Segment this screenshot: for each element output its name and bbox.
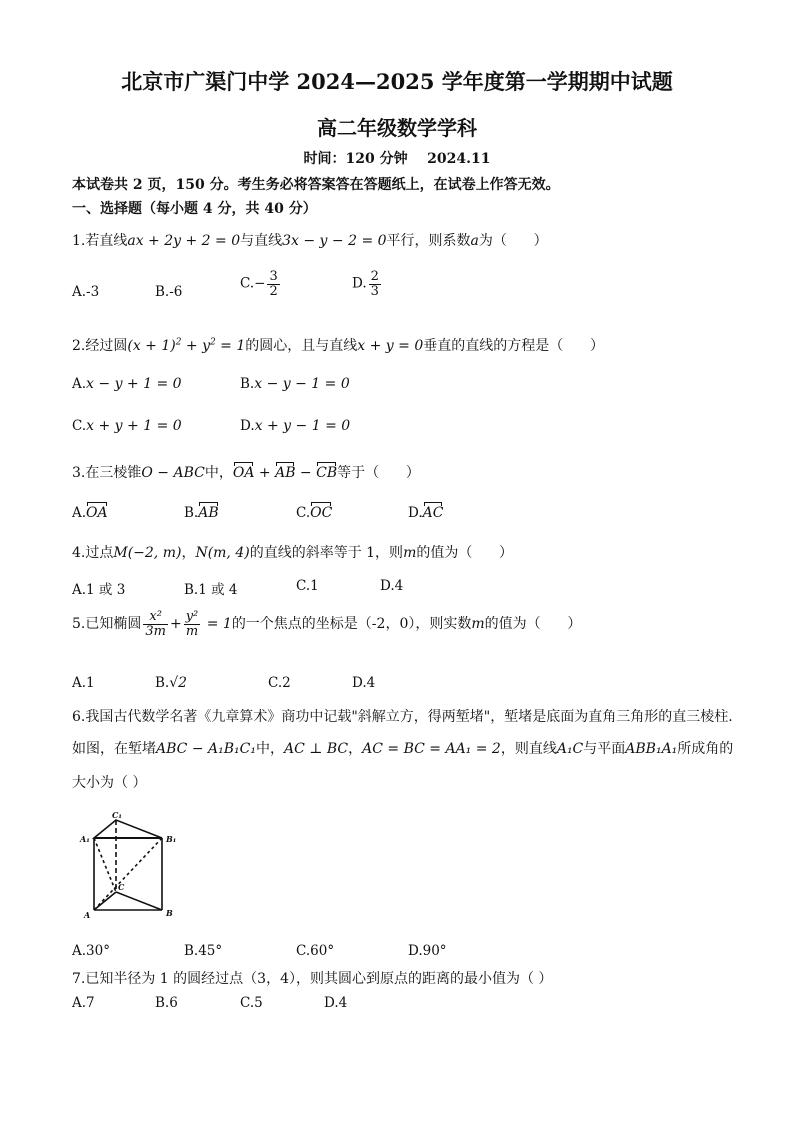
q2-option-c <box>72 418 182 434</box>
q6-expr: AC ⊥ BC <box>283 741 349 757</box>
option-vector: AB <box>198 505 219 521</box>
q1-expr: 3x − y − 2 = 0 <box>282 233 387 249</box>
prism-edge-ac <box>94 892 116 910</box>
q5-operator: + <box>169 616 182 633</box>
q3-option-d <box>408 505 443 521</box>
q6-text: ，则直线 <box>500 741 557 757</box>
q2-option-b <box>240 376 350 392</box>
option-expr: x − y − 1 = 0 <box>254 376 350 392</box>
q3-option-b <box>184 505 219 521</box>
q2-superscript: 2 <box>210 337 216 348</box>
q5-option-d: D.4 <box>352 675 376 691</box>
q3-text: 等于（ ） <box>337 465 420 481</box>
fraction-denominator: 3 <box>370 283 379 299</box>
option-label: D. <box>408 505 423 521</box>
q5-option-b <box>155 675 187 691</box>
q1-expr: ax + 2y + 2 = 0 <box>127 233 241 249</box>
option-expr: x + y − 1 = 0 <box>254 418 351 434</box>
fraction-numerator: y² <box>185 609 199 624</box>
q2-expr: x + y = 0 <box>357 338 424 354</box>
option-label: D. <box>240 418 255 434</box>
q6-expr: ABC − A₁B₁C₁ <box>156 741 256 757</box>
fraction-denominator: 2 <box>269 283 278 299</box>
question-2 <box>72 335 604 355</box>
q6-expr: AC = BC = AA₁ = 2 <box>362 741 501 757</box>
q5-text: 的一个焦点的坐标是（-2，0），则实数 <box>231 616 472 633</box>
q4-text: ， <box>181 545 196 561</box>
option-label: B. <box>155 675 170 691</box>
q5-fraction-1 <box>143 610 168 638</box>
q3-text: 3.在三棱锥 <box>72 465 142 481</box>
prism-edge-cb <box>116 892 162 910</box>
q1-option-d <box>352 270 383 298</box>
q6-option-b: B.45° <box>184 943 223 959</box>
fraction-denominator: 3m <box>145 623 166 639</box>
q1-option-c <box>240 270 282 298</box>
q6-option-d: D.90° <box>408 943 447 959</box>
q1-text: 1.若直线 <box>72 233 128 249</box>
fraction-denominator: m <box>185 623 199 639</box>
q5-expr: m <box>471 616 485 633</box>
q6-text: 如图，在堑堵 <box>72 741 156 757</box>
q6-text: ， <box>348 741 363 757</box>
q6-text: 中， <box>255 741 284 757</box>
q1-expr: a <box>470 233 479 249</box>
q1-option-c-fraction <box>267 270 279 298</box>
q3-expr: O − ABC <box>141 465 205 481</box>
option-label: B. <box>240 376 255 392</box>
exam-time: 时间：120 分钟 2024.11 <box>303 151 491 167</box>
question-4 <box>72 542 513 562</box>
q1-option-a: A.-3 <box>72 284 100 300</box>
q3-vector: CB <box>316 465 338 481</box>
q2-option-a <box>72 376 182 392</box>
q3-vector: OA <box>232 465 255 481</box>
q3-option-a <box>72 505 108 521</box>
prism-line-a1c <box>94 838 116 892</box>
q2-text: 的圆心，且与直线 <box>245 338 358 354</box>
option-label: A. <box>72 505 87 521</box>
q5-option-a: A.1 <box>72 675 95 691</box>
question-6-line-3: 大小为（ ） <box>72 775 147 791</box>
section-heading: 一、选择题（每小题 4 分，共 40 分） <box>72 201 317 217</box>
q2-expr-part: + y <box>181 338 210 354</box>
option-expr: x − y + 1 = 0 <box>86 376 182 392</box>
q3-vector: AB <box>275 465 296 481</box>
q5-text: 5.已知椭圆 <box>72 616 142 633</box>
q4-expr: N(m, 4) <box>195 545 250 561</box>
exam-subtitle: 高二年级数学学科 <box>317 116 477 140</box>
vertex-label-a1: A₁ <box>80 834 90 844</box>
q2-option-d <box>240 418 350 434</box>
q2-text: 垂直的直线的方程是（ ） <box>423 338 604 354</box>
q3-option-c <box>296 505 332 521</box>
q5-expr: = 1 <box>202 616 232 633</box>
option-expr: √2 <box>169 675 188 691</box>
q4-text: 4.过点 <box>72 545 114 561</box>
q3-operator: + <box>254 465 276 481</box>
question-1 <box>72 230 548 250</box>
option-label: C. <box>296 505 311 521</box>
q5-text: 的值为（ ） <box>484 616 582 633</box>
q6-expr: ABB₁A₁ <box>625 741 678 757</box>
q2-expr <box>127 338 245 354</box>
q2-expr-part: = 1 <box>215 338 246 354</box>
fraction-numerator: x² <box>143 610 168 625</box>
q5-option-c: C.2 <box>268 675 291 691</box>
q1-text: 为（ ） <box>478 233 548 249</box>
prism-top-face <box>94 820 162 838</box>
q7-option-b: B.6 <box>155 995 178 1011</box>
vertex-label-b1: B₁ <box>166 834 177 844</box>
q4-text: 的值为（ ） <box>416 545 514 561</box>
question-3 <box>72 462 420 482</box>
question-5 <box>72 610 581 638</box>
option-vector: OC <box>310 505 333 521</box>
q5-fraction-2 <box>184 610 201 638</box>
q3-operator: − <box>295 465 317 481</box>
q6-expr: A₁C <box>556 741 584 757</box>
q4-option-d: D.4 <box>380 578 404 594</box>
q2-superscript: 2 <box>175 337 182 348</box>
vertex-label-c1: C₁ <box>112 810 122 820</box>
q4-text: 的直线的斜率等于 1，则 <box>249 545 404 561</box>
q2-expr-part: (x + 1) <box>127 338 176 354</box>
option-vector: OA <box>86 505 108 521</box>
question-6-line-2 <box>72 738 733 758</box>
fraction-numerator: 2 <box>370 269 379 284</box>
q1-option-d-label: D. <box>352 275 367 292</box>
q4-option-b: B.1 或 4 <box>184 582 238 598</box>
q6-option-c: C.60° <box>296 943 335 959</box>
q4-expr: m <box>403 545 417 561</box>
exam-notice: 本试卷共 2 页，150 分。考生务必将答案答在答题纸上，在试卷上作答无效。 <box>72 177 560 193</box>
q1-text: 与直线 <box>240 233 283 249</box>
option-vector: AC <box>422 505 444 521</box>
q6-option-a: A.30° <box>72 943 110 959</box>
q7-option-c: C.5 <box>240 995 263 1011</box>
q1-option-c-sign: − <box>254 275 266 292</box>
q4-option-c: C.1 <box>296 578 319 594</box>
prism-line-ab1 <box>94 838 162 910</box>
q1-option-c-label: C. <box>240 275 255 292</box>
option-label: A. <box>72 376 87 392</box>
q3-text: 中， <box>204 465 233 481</box>
option-label: B. <box>184 505 199 521</box>
question-6-line-1: 6.我国古代数学名著《九章算术》商功中记载"斜解立方，得两堑堵"，堑堵是底面为直角三角形的直三棱柱. <box>72 709 733 725</box>
vertex-label-a: A <box>84 910 91 920</box>
exam-title: 北京市广渠门中学 2024—2025 学年度第一学期期中试题 <box>121 69 673 94</box>
q6-text: 所成角的 <box>677 741 734 757</box>
q7-option-d: D.4 <box>324 995 348 1011</box>
q6-text: 与平面 <box>583 741 626 757</box>
q6-prism-figure <box>74 808 184 923</box>
q4-option-a: A.1 或 3 <box>72 582 126 598</box>
q7-option-a: A.7 <box>72 995 95 1011</box>
vertex-label-c: C <box>118 882 125 892</box>
vertex-label-b: B <box>166 908 173 918</box>
q1-text: 平行，则系数 <box>386 233 471 249</box>
q1-option-d-fraction <box>369 270 381 298</box>
question-7: 7.已知半径为 1 的圆经过点（3，4），则其圆心到原点的距离的最小值为（ ） <box>72 971 553 987</box>
fraction-numerator: 3 <box>269 269 278 284</box>
option-label: C. <box>72 418 87 434</box>
q1-option-b: B.-6 <box>155 284 183 300</box>
option-expr: x + y + 1 = 0 <box>86 418 182 434</box>
q4-expr: M(−2, m) <box>113 545 182 561</box>
q2-text: 2.经过圆 <box>72 338 128 354</box>
